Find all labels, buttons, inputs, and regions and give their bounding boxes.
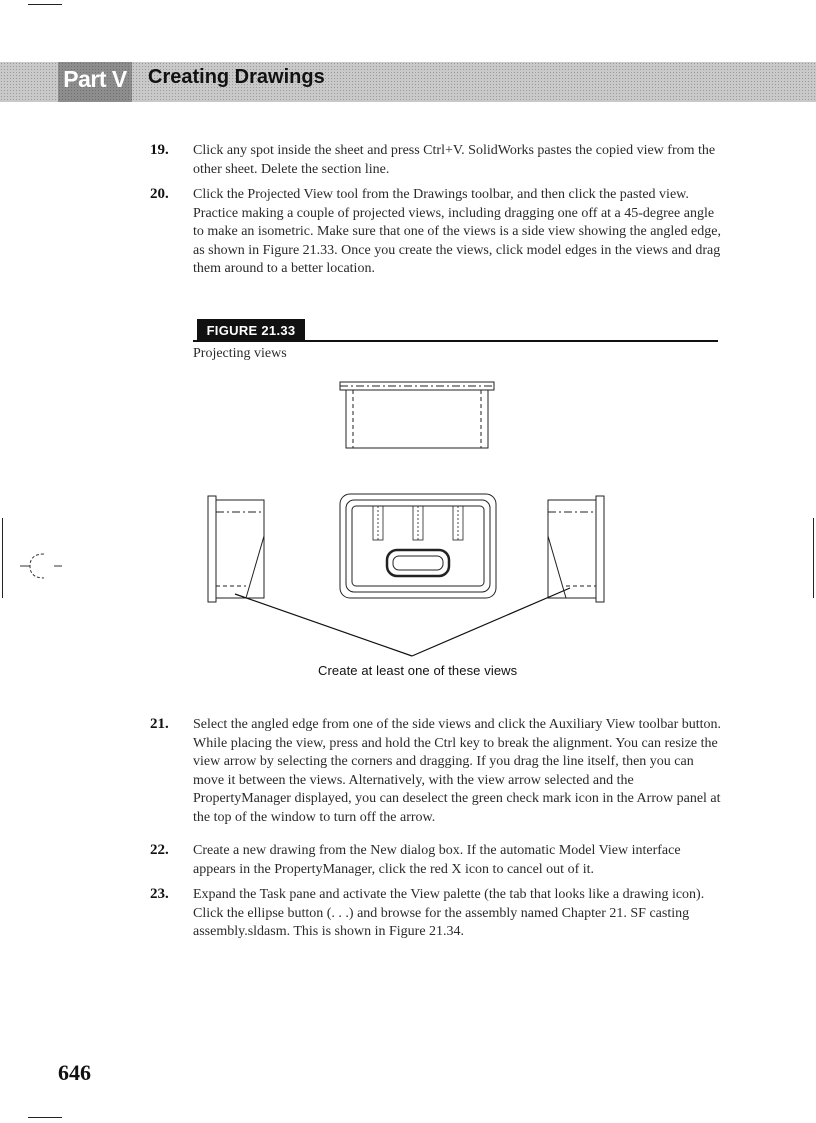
step-text: Expand the Task pane and activate the View palette (the tab that looks like a drawing icon). Click the ellipse button (. . .) and browse for the assembly named Chapter 21. SF casting assembly.sldasm. This is shown in Figure 21.34.	[193, 887, 705, 939]
step-number: 23.	[150, 886, 169, 902]
step-number: 21.	[150, 716, 169, 732]
figure-callout: Create at least one of these views	[318, 663, 518, 678]
step-item	[150, 186, 724, 279]
front-view	[340, 494, 496, 598]
crop-mark-top-left	[28, 4, 62, 5]
step-text: Select the angled edge from one of the side views and click the Auxiliary View toolbar button. While placing the view, press and hold the Ctrl key to break the alignment. You can resize the view arrow by selecting the corners and dragging. If you drag the line itself, then you can move it between the views. Alternatively, with the view arrow selected and the PropertyManager displayed, you can deselect the green check mark icon in the Arrow panel at the top of the window to turn off the arrow.	[193, 717, 722, 825]
step-item	[150, 886, 724, 942]
crop-mark-right-edge	[813, 518, 814, 598]
step-number: 22.	[150, 842, 169, 858]
page-number: 646	[58, 1060, 91, 1085]
step-number: 20.	[150, 186, 169, 202]
figure-caption: Projecting views	[193, 346, 287, 361]
part-label: Part V	[63, 66, 127, 92]
chapter-title: Creating Drawings	[148, 66, 325, 88]
registration-mark-icon	[0, 540, 70, 590]
projected-views-drawing	[190, 376, 630, 681]
step-number: 19.	[150, 142, 169, 158]
left-side-view	[208, 496, 264, 602]
step-text: Click any spot inside the sheet and press Ctrl+V. SolidWorks pastes the copied view from the other sheet. Delete the section line.	[193, 143, 716, 177]
part-label-box	[58, 62, 132, 102]
right-side-view	[548, 496, 604, 602]
step-text: Click the Projected View tool from the Drawings toolbar, and then click the pasted view. Practice making a couple of projected views, including dragging one off at a 45-degree angle to make an isometric. Make sure that one of the views is a side view showing the angled edge, as shown in Figure 21.33. Once you create the views, click model edges in the views and drag them around to a better location.	[193, 187, 721, 276]
step-item	[150, 716, 724, 827]
step-item	[150, 842, 724, 879]
figure-label: FIGURE 21.33	[197, 319, 305, 342]
step-text: Create a new drawing from the New dialog box. If the automatic Model View interface appears in the PropertyManager, click the red X icon to cancel out of it.	[193, 843, 681, 877]
top-view	[340, 382, 494, 448]
crop-mark-bottom-left	[28, 1117, 62, 1118]
step-item	[150, 142, 724, 179]
